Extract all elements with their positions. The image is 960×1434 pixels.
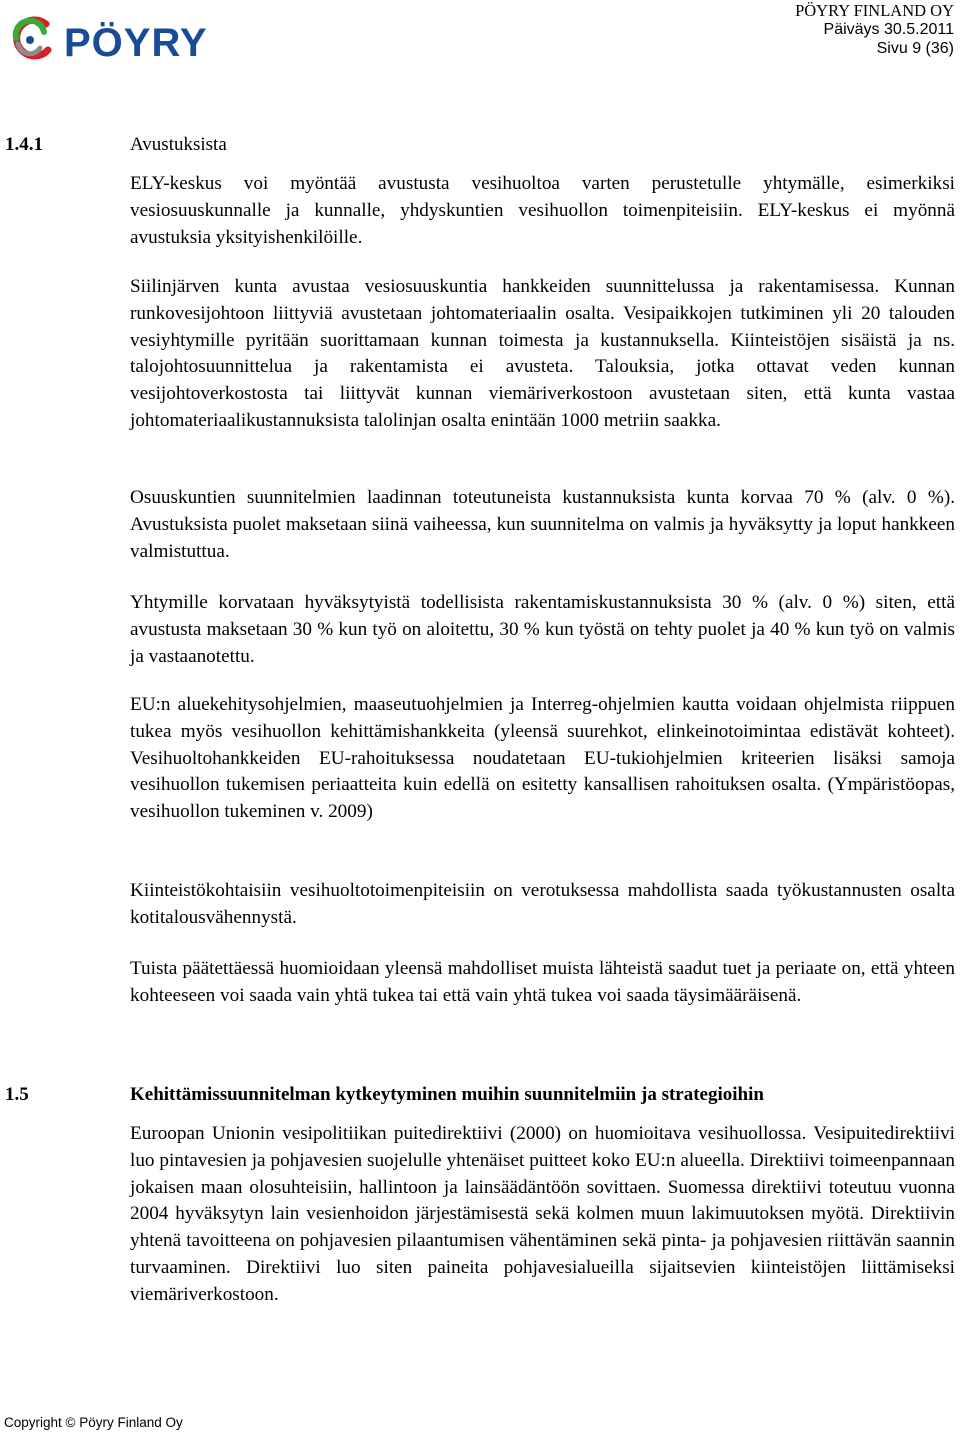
poyry-logo-mark <box>6 14 258 64</box>
document-date: Päiväys 30.5.2011 <box>823 21 954 38</box>
section-title: Avustuksista <box>130 134 227 155</box>
section-number: 1.4.1 <box>5 134 43 155</box>
paragraph: EU:n aluekehitysohjelmien, maaseutuohjelmien ja Interreg-ohjelmien kautta voidaan ohjelmista riippuen tukea myös vesihuollon kehittämishankkeita (yleensä suurehkot, elinkeinotoimintaa edistävät kohteet). Vesihuoltohankkeiden EU-rahoituksessa noudatetaan EU-tukiohjelmien kriteerien lisäksi samoja vesihuollon tukemisen periaatteita kuin edellä on esitetty kansallisen rahoituksen osalta. (Ympäristöopas, vesihuollon tukeminen v. 2009) <box>130 694 955 823</box>
section-number: 1.5 <box>5 1084 29 1105</box>
header-meta <box>795 1 954 58</box>
page-number: Sivu 9 (36) <box>876 40 954 57</box>
footer-copyright: Copyright © Pöyry Finland Oy <box>4 1415 183 1430</box>
paragraph: Tuista päätettäessä huomioidaan yleensä mahdolliset muista lähteistä saadut tuet ja periaate on, että yhteen kohteeseen voi saada vain yhtä tukea tai että vain yhtä tukea voi saada täysimääräisenä. <box>130 958 955 1006</box>
logo-dot-icon <box>26 36 34 44</box>
logo-wordmark: PÖYRY <box>64 21 208 64</box>
paragraph: Siilinjärven kunta avustaa vesiosuuskuntia hankkeiden suunnittelussa ja rakentamisessa. Kunnan runkovesijohtoon liittyviä avustetaan johtomateriaalin osalta. Vesipaikkojen tutkiminen yli 20 talouden vesiyhtymille pyritään suorittamaan kunnan toimesta ja kustannuksella. Kiinteistöjen sisäistä ja ns. talojohtosuunnittelua ja rakentamista ei avusteta. Talouksia, jotka ottavat veden kunnan vesijohtoverkostosta tai liittyvät kunnan viemäriverkostoon avustetaan siten, että kunta vastaa johtomateriaalikustannuksista talolinjan osalta enintään 1000 metriin saakka. <box>130 276 955 431</box>
paragraph: ELY-keskus voi myöntää avustusta vesihuoltoa varten perustetulle yhtymälle, esimerkiksi vesiosuuskunnalle ja kunnalle, yhdyskuntien vesihuollon toimenpiteisiin. ELY-keskus ei myönnä avustuksia yksityishenkilöille. <box>130 173 955 248</box>
paragraph: Osuuskuntien suunnitelmien laadinnan toteutuneista kustannuksista kunta korvaa 70 % (alv. 0 %). Avustuksista puolet maksetaan siinä vaiheessa, kun suunnitelma on valmis ja hyväksytty ja loput hankkeen valmistuttua. <box>130 487 955 562</box>
poyry-logo <box>6 14 258 64</box>
paragraph: Euroopan Unionin vesipolitiikan puitedirektiivi (2000) on huomioitava vesihuollossa. Vesipuitedirektiivi luo pintavesien ja pohjavesien suojelulle yhtenäiset puitteet koko EU:n alueella. Direktiivi toimeenpannaan jokaisen maan olosuhteisiin, hallintoon ja lainsäädäntöön sovittaen. Suomessa direktiivi toteutuu vuonna 2004 hyväksytyn lain vesienhoidon järjestämisestä sekä kolmen muun lakimuutoksen myötä. Direktiivin yhtenä tavoitteena on pohjavesien pilaantumisen vähentäminen sekä pinta- ja pohjavesien riittävän saannin turvaaminen. Direktiivi luo siten paineita pohjavesialueilla sijaitsevien kiinteistöjen liittämiseksi viemäriverkostoon. <box>130 1123 955 1305</box>
company-name: PÖYRY FINLAND OY <box>795 1 954 20</box>
paragraph: Kiinteistökohtaisiin vesihuoltotoimenpiteisiin on verotuksessa mahdollista saada työkustannusten osalta kotitalousvähennystä. <box>130 880 955 928</box>
paragraph: Yhtymille korvataan hyväksytyistä todellisista rakentamiskustannuksista 30 % (alv. 0 %) siten, että avustusta maksetaan 30 % kun työ on aloitettu, 30 % kun työstä on tehty puolet ja 40 % kun työ on valmis ja vastaanotettu. <box>130 592 955 667</box>
section-title: Kehittämissuunnitelman kytkeytyminen muihin suunnitelmiin ja strategioihin <box>130 1084 764 1105</box>
